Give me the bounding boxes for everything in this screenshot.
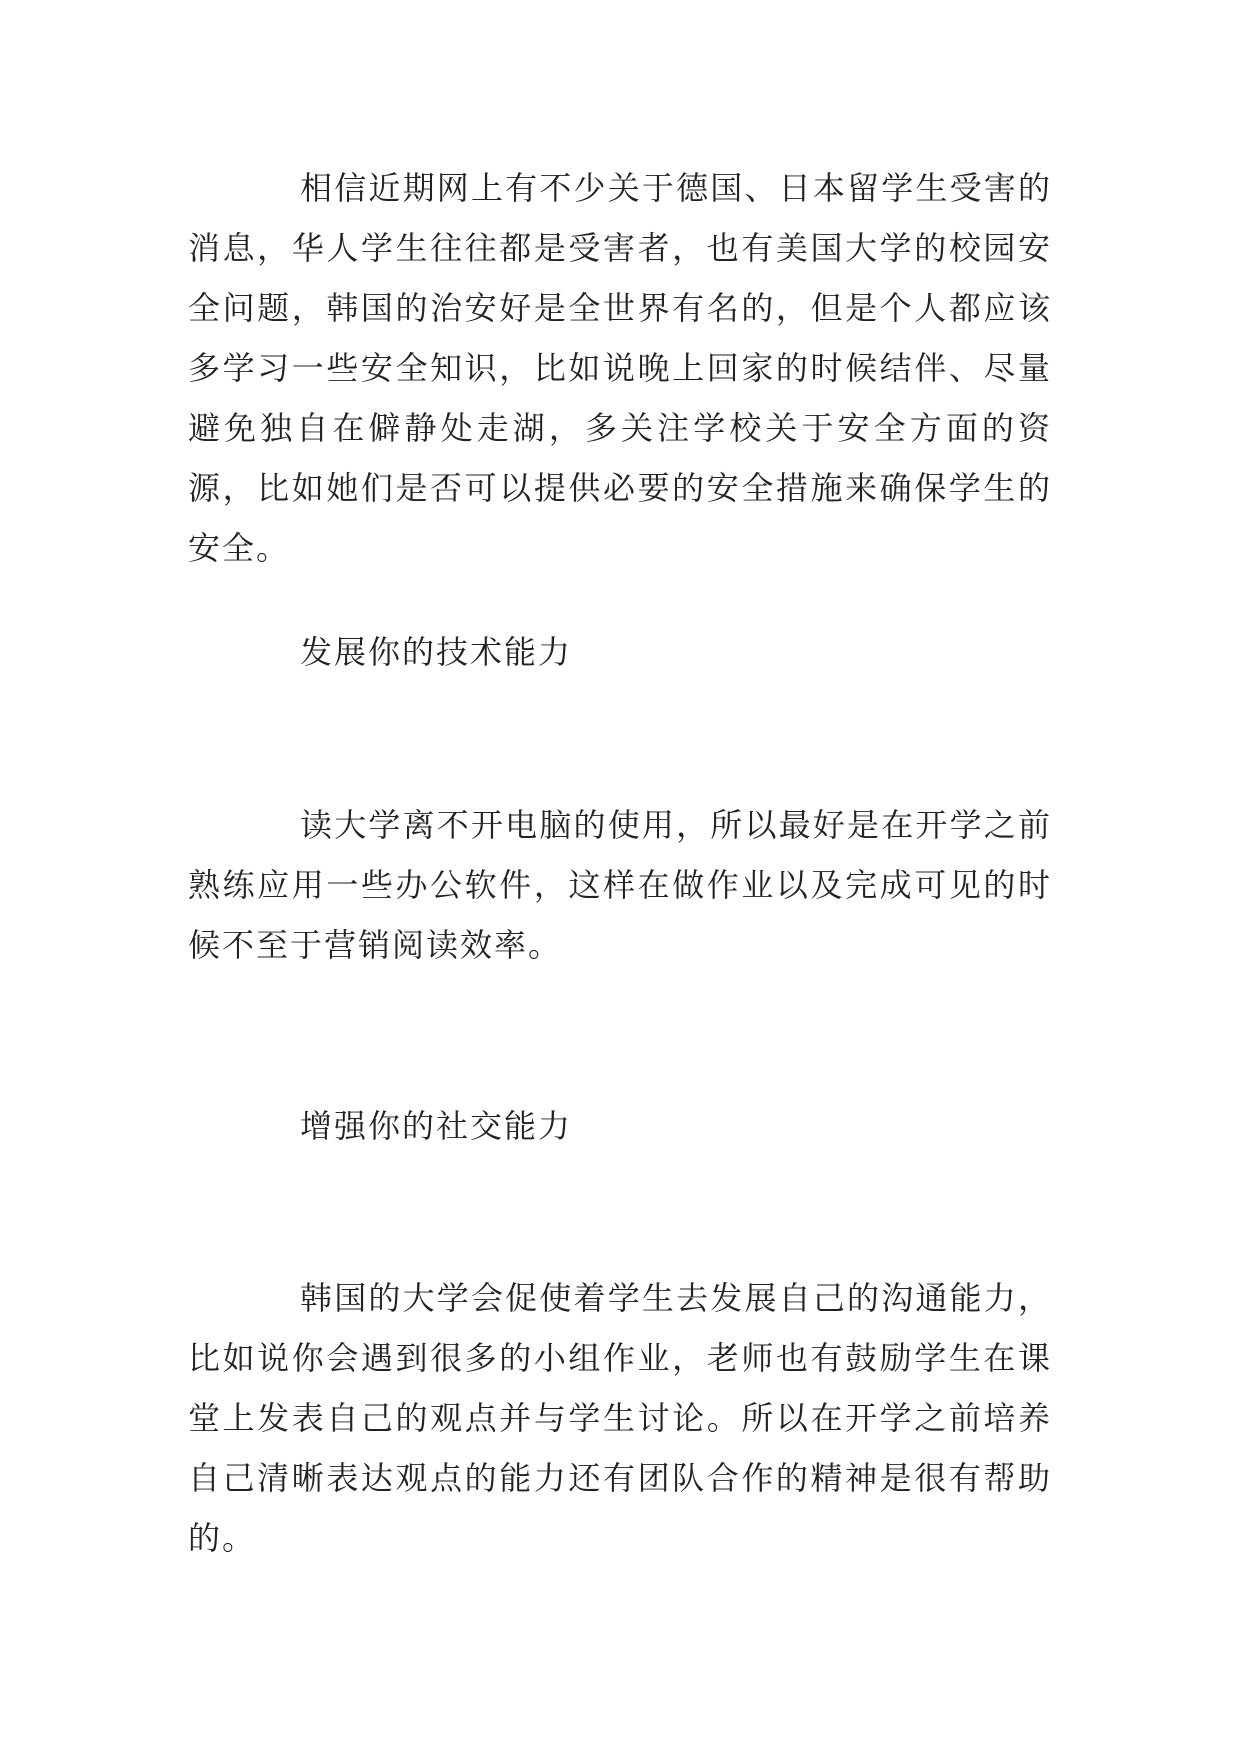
- paragraph-technical-skills: 读大学离不开电脑的使用，所以最好是在开学之前熟练应用一些办公软件，这样在做作业以及完成可见的时候不至于营销阅读效率。: [188, 806, 1052, 964]
- section-heading-technical-skills: 发展你的技术能力: [300, 633, 573, 671]
- section-heading-social-skills: 增强你的社交能力: [300, 1107, 573, 1145]
- paragraph-social-skills: 韩国的大学会促使着学生去发展自己的沟通能力，比如说你会遇到很多的小组作业，老师也有鼓励学生在课堂上发表自己的观点并与学生讨论。所以在开学之前培养自己清晰表达观点的能力还有团队合作的精神是很有帮助的。: [188, 1279, 1052, 1557]
- paragraph-safety: 相信近期网上有不少关于德国、日本留学生受害的消息，华人学生往往都是受害者，也有美国大学的校园安全问题，韩国的治安好是全世界有名的，但是个人都应该多学习一些安全知识，比如说晚上回家的时候结伴、尽量避免独自在僻静处走湖，多关注学校关于安全方面的资源，比如她们是否可以提供必要的安全措施来确保学生的安全。: [188, 169, 1052, 567]
